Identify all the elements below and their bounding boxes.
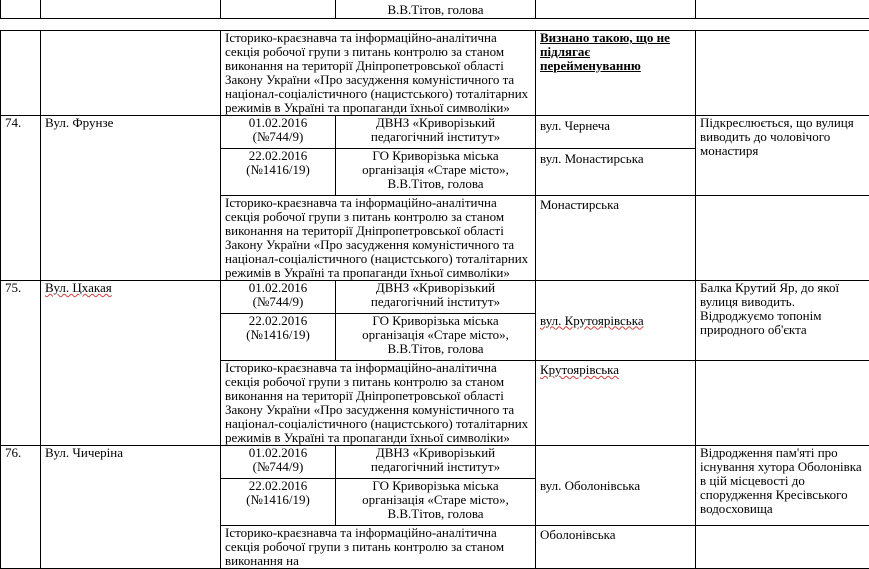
section-text: Історико-краєзнавча та інформаційно-аналітична секція робочої групи з питань контролю за станом виконання на території Дніпропетровської області Закону України «Про засудження комуністичного та націонал-соціалістичного (нацистського) тоталітарних режимів в Україні та пропаганди їхньої символіки» xyxy=(221,31,536,116)
note: Підкреслюється, що вулиця виводить до чоловічого монастиря xyxy=(696,116,869,196)
note: Балка Крутий Яр, до якої вулиця виводить. Відроджуємо топонім природного об'єкта xyxy=(696,281,869,361)
proposed-name: вул. Крутоярівська xyxy=(536,281,696,361)
proposed-name: вул. Чернеча xyxy=(536,116,696,149)
table-row xyxy=(1,446,869,479)
street-name: Вул. Цхакая xyxy=(41,281,221,446)
table-row xyxy=(1,31,869,116)
cell xyxy=(696,0,869,19)
proposal-date: 01.02.2016 (№744/9) xyxy=(221,446,336,479)
proposal-date: 22.02.2016 (№1416/19) xyxy=(221,314,336,361)
proposal-org: ГО Криворізька міська організація «Старе місто», В.В.Тітов, голова xyxy=(336,149,536,196)
org-line: В.В.Тітов, голова xyxy=(336,0,536,19)
row-number: 75. xyxy=(1,281,41,446)
street-name: Вул. Фрунзе xyxy=(41,116,221,281)
row-number: 76. xyxy=(1,446,41,569)
section-name: Монастирська xyxy=(536,196,696,281)
cell xyxy=(221,0,336,19)
section-name: Оболонівська xyxy=(536,526,696,569)
proposal-org: ДВНЗ «Криворізький педагогічний інститут» xyxy=(336,116,536,149)
section-text: Історико-краєзнавча та інформаційно-аналітична секція робочої групи з питань контролю за станом виконання на xyxy=(221,526,536,569)
proposal-date: 01.02.2016 (№744/9) xyxy=(221,281,336,314)
proposal-date: 22.02.2016 (№1416/19) xyxy=(221,479,336,526)
proposal-org: ГО Криворізька міська організація «Старе місто», В.В.Тітов, голова xyxy=(336,314,536,361)
section-text: Історико-краєзнавча та інформаційно-аналітична секція робочої групи з питань контролю за станом виконання на території Дніпропетровської області Закону України «Про засудження комуністичного та націонал-соціалістичного (нацистського) тоталітарних режимів в Україні та пропаганди їхньої символіки» xyxy=(221,361,536,446)
proposed-name: вул. Оболонівська xyxy=(536,446,696,526)
table-row xyxy=(1,281,869,314)
proposal-date: 01.02.2016 (№744/9) xyxy=(221,116,336,149)
note: Відродження пам'яті про існування хутора Оболонівка в цій місцевості до спорудження Кресівського водосховища xyxy=(696,446,869,526)
proposal-org: ДВНЗ «Криворізький педагогічний інститут» xyxy=(336,446,536,479)
row-number: 74. xyxy=(1,116,41,281)
table-row xyxy=(1,116,869,149)
decision-cell: Визнано такою, що не підлягає перейменуванню xyxy=(536,31,696,116)
street-name: Вул. Чичеріна xyxy=(41,446,221,569)
proposal-date: 22.02.2016 (№1416/19) xyxy=(221,149,336,196)
section-text: Історико-краєзнавча та інформаційно-аналітична секція робочої групи з питань контролю за станом виконання на території Дніпропетровської області Закону України «Про засудження комуністичного та націонал-соціалістичного (нацистського) тоталітарних режимів в Україні та пропаганди їхньої символіки» xyxy=(221,196,536,281)
renaming-table xyxy=(0,30,869,569)
cell xyxy=(536,0,696,19)
cell xyxy=(1,0,41,19)
proposed-name: вул. Монастирська xyxy=(536,149,696,196)
proposal-org: ДВНЗ «Криворізький педагогічний інститут» xyxy=(336,281,536,314)
proposal-org: ГО Криворізька міська організація «Старе місто», В.В.Тітов, голова xyxy=(336,479,536,526)
cell xyxy=(41,0,221,19)
top-fragment-table xyxy=(0,0,869,19)
section-name: Крутоярівська xyxy=(536,361,696,446)
